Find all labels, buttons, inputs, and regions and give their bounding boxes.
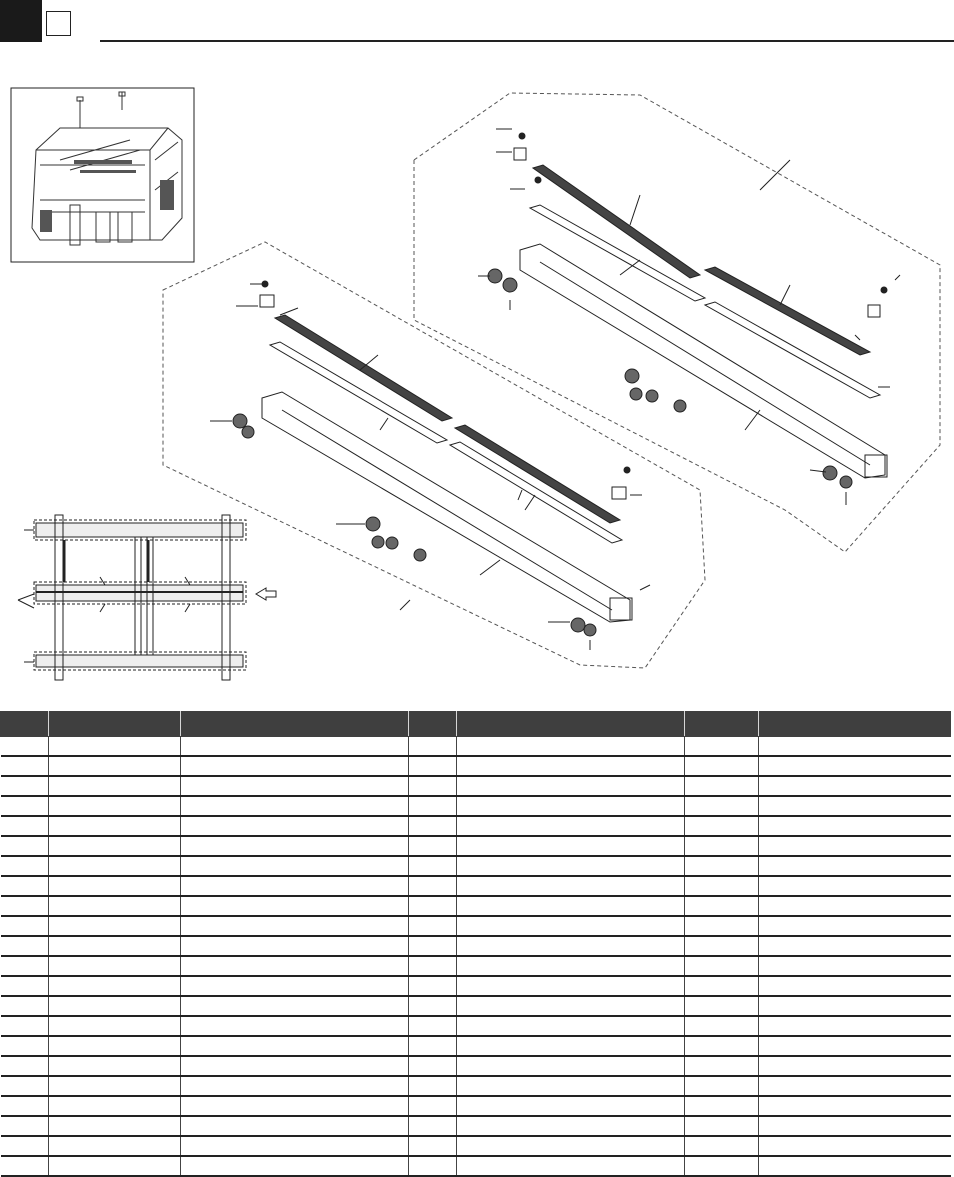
table-cell — [409, 876, 457, 896]
table-cell — [49, 1036, 181, 1056]
table-cell — [457, 936, 685, 956]
table-cell — [1, 816, 49, 836]
table-cell — [759, 1096, 951, 1116]
table-cell — [685, 756, 759, 776]
table-cell — [457, 1156, 685, 1176]
column-header — [1, 712, 49, 737]
table-cell — [685, 796, 759, 816]
table-cell — [409, 996, 457, 1016]
table-row — [1, 896, 951, 916]
table-cell — [49, 796, 181, 816]
table-cell — [759, 856, 951, 876]
table-cell — [457, 1036, 685, 1056]
table-cell — [409, 1116, 457, 1136]
table-cell — [1, 956, 49, 976]
table-cell — [759, 1076, 951, 1096]
table-cell — [409, 916, 457, 936]
table-cell — [759, 776, 951, 796]
table-cell — [685, 836, 759, 856]
table-row — [1, 776, 951, 796]
table-cell — [685, 776, 759, 796]
table-cell — [457, 976, 685, 996]
table-cell — [409, 776, 457, 796]
table-cell — [1, 1156, 49, 1176]
table-cell — [49, 1136, 181, 1156]
table-row — [1, 1036, 951, 1056]
table-row — [1, 1096, 951, 1116]
table-cell — [49, 816, 181, 836]
table-cell — [1, 996, 49, 1016]
table-cell — [49, 956, 181, 976]
table-cell — [457, 1056, 685, 1076]
table-cell — [181, 1096, 409, 1116]
machine-overview-illustration — [11, 88, 194, 262]
table-cell — [457, 896, 685, 916]
table-cell — [457, 836, 685, 856]
table-cell — [759, 1116, 951, 1136]
table-cell — [181, 1016, 409, 1036]
table-cell — [457, 1136, 685, 1156]
column-header — [457, 712, 685, 737]
table-cell — [1, 1076, 49, 1096]
table-cell — [457, 737, 685, 757]
table-cell — [409, 1016, 457, 1036]
table-cell — [457, 1116, 685, 1136]
table-cell — [1, 1136, 49, 1156]
table-cell — [49, 1076, 181, 1096]
table-cell — [759, 976, 951, 996]
table-cell — [409, 836, 457, 856]
table-cell — [49, 737, 181, 757]
table-cell — [759, 1036, 951, 1056]
table-cell — [685, 1056, 759, 1076]
table-cell — [759, 816, 951, 836]
table-cell — [1, 1036, 49, 1056]
table-cell — [759, 1156, 951, 1176]
table-cell — [181, 1116, 409, 1136]
table-cell — [685, 737, 759, 757]
table-cell — [759, 896, 951, 916]
table-cell — [49, 836, 181, 856]
table-cell — [685, 1116, 759, 1136]
table-row — [1, 796, 951, 816]
table-cell — [409, 1076, 457, 1096]
table-cell — [181, 1156, 409, 1176]
table-cell — [181, 956, 409, 976]
table-cell — [181, 856, 409, 876]
table-cell — [1, 916, 49, 936]
table-row — [1, 1016, 951, 1036]
table-cell — [181, 796, 409, 816]
table-cell — [759, 876, 951, 896]
table-cell — [759, 1136, 951, 1156]
table-cell — [49, 876, 181, 896]
table-header-row — [1, 712, 951, 737]
table-cell — [409, 936, 457, 956]
table-cell — [457, 796, 685, 816]
table-cell — [49, 976, 181, 996]
table-cell — [1, 1116, 49, 1136]
table-cell — [685, 896, 759, 916]
table-cell — [1, 856, 49, 876]
table-cell — [49, 916, 181, 936]
table-row — [1, 856, 951, 876]
table-cell — [181, 756, 409, 776]
table-row — [1, 936, 951, 956]
parts-list-table — [0, 711, 951, 1177]
table-cell — [685, 1036, 759, 1056]
parts-table-body — [1, 737, 951, 1177]
table-cell — [49, 896, 181, 916]
table-cell — [1, 776, 49, 796]
column-header — [409, 712, 457, 737]
table-cell — [759, 796, 951, 816]
table-cell — [685, 1016, 759, 1036]
table-cell — [1, 836, 49, 856]
table-cell — [181, 737, 409, 757]
table-cell — [457, 996, 685, 1016]
table-cell — [685, 1136, 759, 1156]
table-cell — [409, 796, 457, 816]
table-cell — [759, 916, 951, 936]
table-cell — [685, 996, 759, 1016]
table-cell — [1, 756, 49, 776]
table-cell — [457, 956, 685, 976]
table-cell — [181, 936, 409, 956]
table-row — [1, 1116, 951, 1136]
table-cell — [49, 936, 181, 956]
table-cell — [49, 756, 181, 776]
table-cell — [759, 1056, 951, 1076]
table-cell — [685, 936, 759, 956]
table-cell — [49, 1056, 181, 1076]
table-cell — [759, 1016, 951, 1036]
table-cell — [181, 996, 409, 1016]
table-row — [1, 916, 951, 936]
table-row — [1, 1076, 951, 1096]
table-cell — [1, 1056, 49, 1076]
table-cell — [685, 916, 759, 936]
table-row — [1, 996, 951, 1016]
table-cell — [409, 1096, 457, 1116]
table-cell — [457, 1096, 685, 1116]
upper-beam-group — [414, 93, 940, 552]
table-cell — [49, 1156, 181, 1176]
table-cell — [1, 976, 49, 996]
table-cell — [759, 936, 951, 956]
table-cell — [409, 1136, 457, 1156]
table-cell — [181, 816, 409, 836]
table-cell — [457, 776, 685, 796]
table-cell — [685, 976, 759, 996]
table-cell — [685, 1076, 759, 1096]
table-cell — [759, 996, 951, 1016]
table-cell — [409, 1036, 457, 1056]
table-row — [1, 1056, 951, 1076]
table-cell — [759, 836, 951, 856]
table-cell — [49, 1016, 181, 1036]
conveyor-layout-key — [18, 515, 276, 680]
table-cell — [685, 816, 759, 836]
table-cell — [49, 856, 181, 876]
table-cell — [181, 1136, 409, 1156]
table-cell — [457, 756, 685, 776]
table-cell — [685, 1156, 759, 1176]
table-cell — [1, 936, 49, 956]
table-cell — [409, 1156, 457, 1176]
table-row — [1, 836, 951, 856]
column-header — [685, 712, 759, 737]
table-cell — [685, 956, 759, 976]
table-cell — [181, 916, 409, 936]
table-cell — [409, 756, 457, 776]
table-cell — [181, 1076, 409, 1096]
table-cell — [49, 776, 181, 796]
table-cell — [457, 816, 685, 836]
table-cell — [181, 1056, 409, 1076]
table-cell — [685, 1096, 759, 1116]
table-cell — [457, 856, 685, 876]
table-cell — [1, 737, 49, 757]
table-cell — [457, 876, 685, 896]
table-cell — [181, 896, 409, 916]
table-cell — [181, 776, 409, 796]
table-cell — [409, 1056, 457, 1076]
table-cell — [457, 916, 685, 936]
table-cell — [49, 996, 181, 1016]
table-cell — [759, 737, 951, 757]
table-row — [1, 876, 951, 896]
table-cell — [685, 876, 759, 896]
table-cell — [409, 737, 457, 757]
column-header — [49, 712, 181, 737]
table-row — [1, 1136, 951, 1156]
table-cell — [181, 876, 409, 896]
table-row — [1, 976, 951, 996]
table-cell — [457, 1076, 685, 1096]
table-cell — [49, 1096, 181, 1116]
table-cell — [49, 1116, 181, 1136]
table-cell — [1, 1096, 49, 1116]
table-row — [1, 1156, 951, 1176]
table-cell — [1, 896, 49, 916]
table-row — [1, 816, 951, 836]
column-header — [181, 712, 409, 737]
table-row — [1, 956, 951, 976]
table-row — [1, 737, 951, 757]
table-cell — [1, 876, 49, 896]
table-cell — [181, 836, 409, 856]
table-cell — [685, 856, 759, 876]
table-cell — [181, 976, 409, 996]
table-cell — [409, 816, 457, 836]
table-cell — [409, 956, 457, 976]
table-cell — [759, 756, 951, 776]
table-cell — [1, 796, 49, 816]
table-cell — [409, 856, 457, 876]
table-row — [1, 756, 951, 776]
table-cell — [759, 956, 951, 976]
table-cell — [409, 896, 457, 916]
column-header — [759, 712, 951, 737]
table-cell — [1, 1016, 49, 1036]
table-cell — [457, 1016, 685, 1036]
table-cell — [181, 1036, 409, 1056]
table-cell — [409, 976, 457, 996]
